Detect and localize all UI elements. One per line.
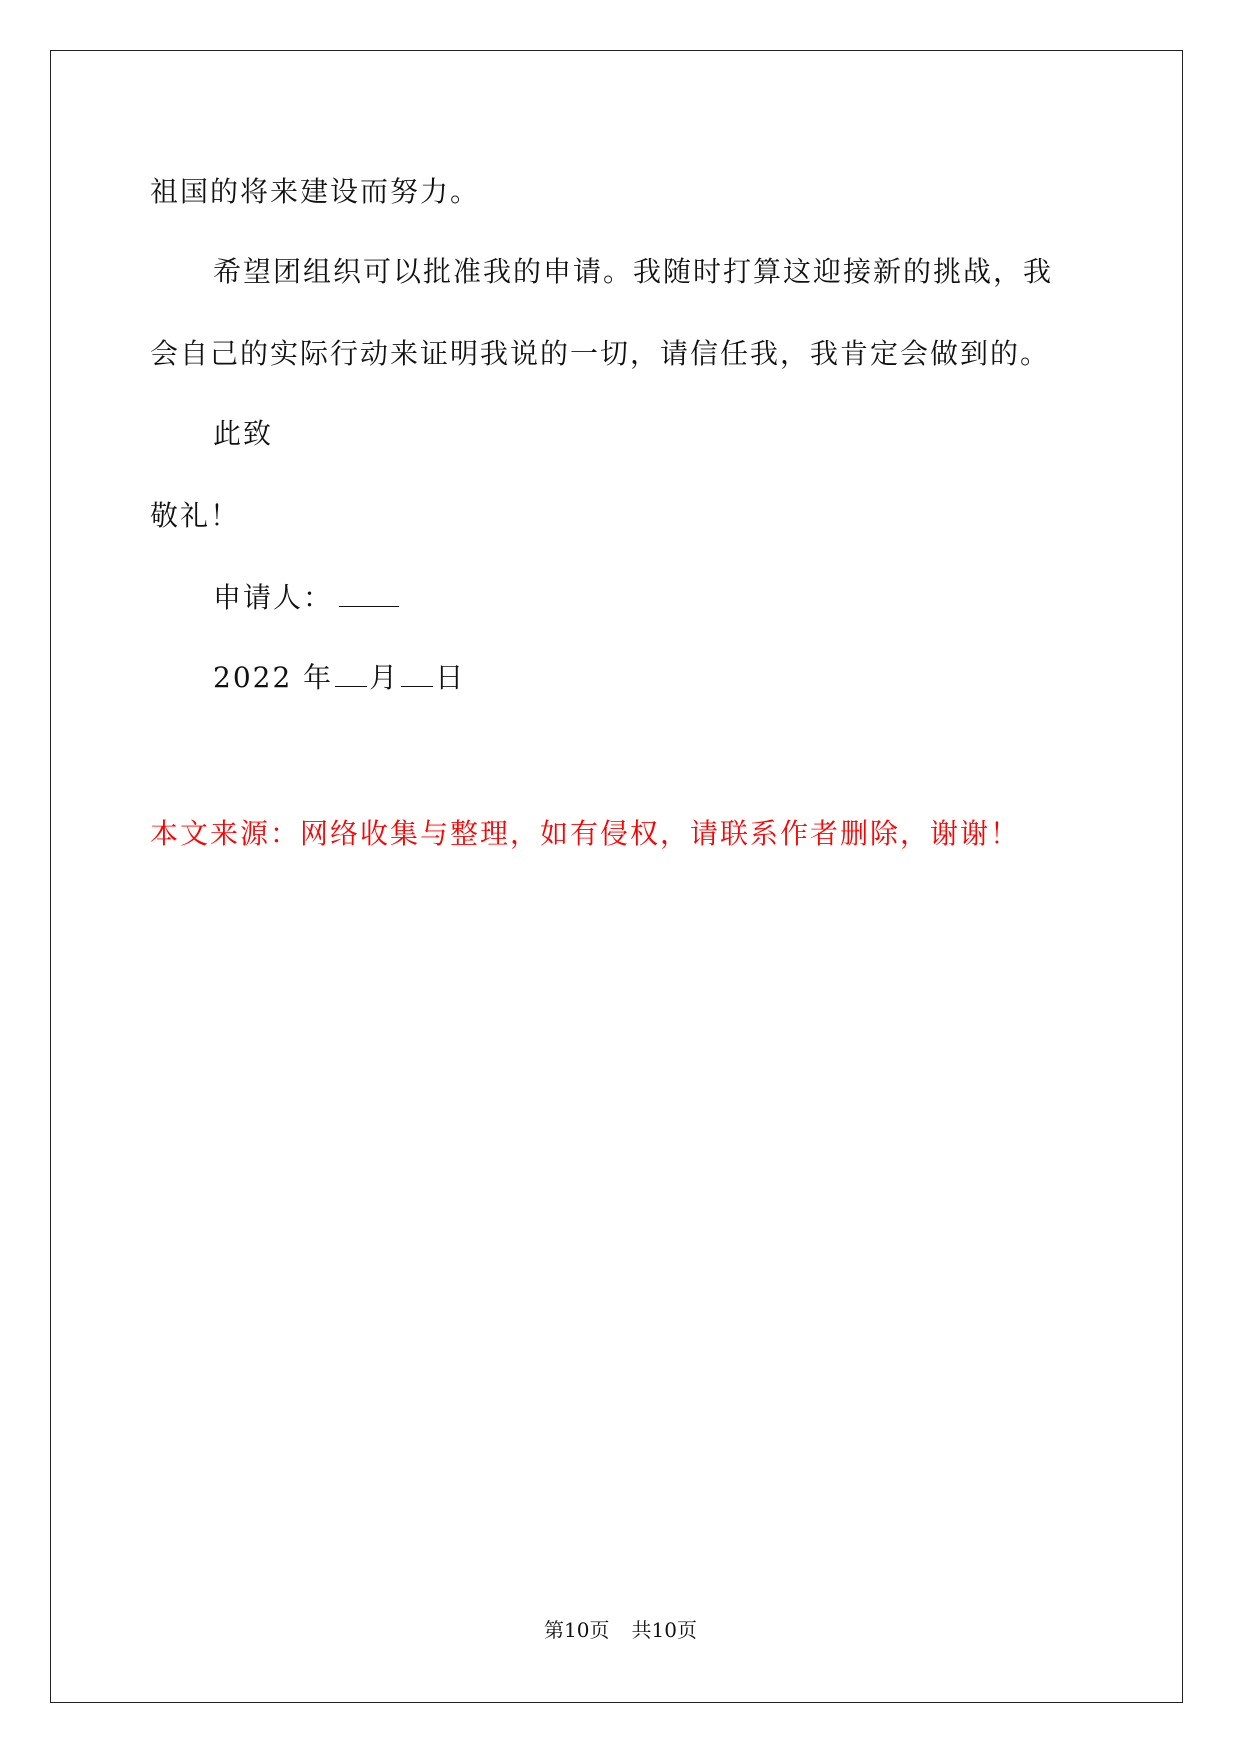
page-number-current: 第10页	[544, 1618, 610, 1642]
page-number-total: 共10页	[631, 1618, 697, 1642]
date-day: 日	[435, 661, 466, 694]
source-note: 本文来源：网络收集与整理，如有侵权，请联系作者删除，谢谢！	[150, 817, 1021, 850]
signature-blank	[339, 576, 399, 607]
signature-line	[213, 576, 399, 618]
month-blank	[335, 656, 367, 687]
signature-label: 申请人：	[213, 581, 334, 614]
day-blank	[401, 656, 433, 687]
paragraph-request-line-2: 会自己的实际行动来证明我说的一切，请信任我，我肯定会做到的。	[150, 337, 1051, 370]
page-border	[50, 50, 1183, 1703]
salutation-cizhi: 此致	[213, 417, 274, 450]
date-line	[213, 656, 465, 698]
date-month: 月	[369, 661, 400, 694]
salutation-jingli: 敬礼！	[150, 499, 241, 532]
date-year: 2022 年	[213, 661, 334, 694]
paragraph-closing-line: 祖国的将来建设而努力。	[150, 175, 481, 208]
paragraph-request-line-1: 希望团组织可以批准我的申请。我随时打算这迎接新的挑战，我	[213, 255, 1054, 288]
page-footer	[0, 1614, 1241, 1643]
